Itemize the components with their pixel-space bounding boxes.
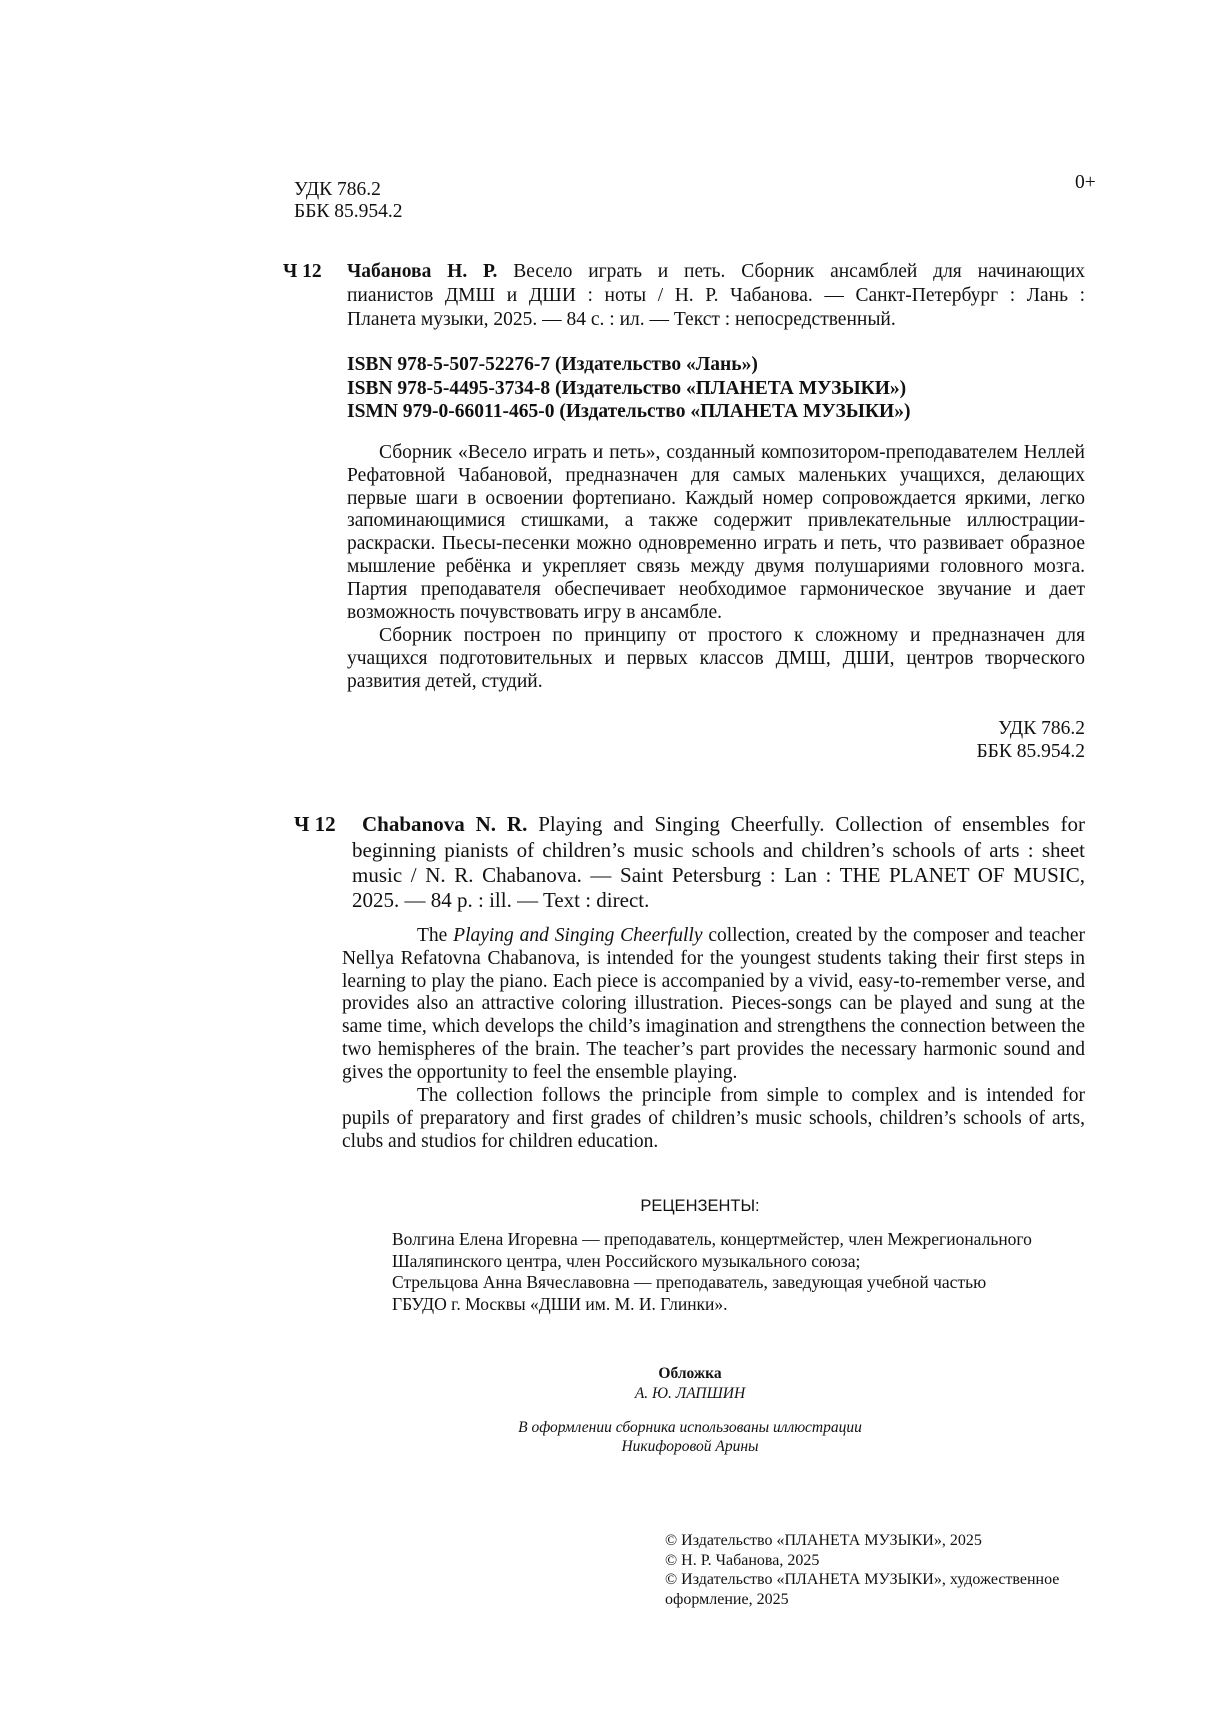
copyright-block bbox=[665, 1531, 1105, 1609]
age-rating: 0+ bbox=[1075, 172, 1096, 193]
copyright-line-3: © Издательство «ПЛАНЕТА МУЗЫКИ», художественное bbox=[665, 1571, 1060, 1588]
en-udk-code: УДК 786.2 bbox=[998, 718, 1085, 739]
en-abstract-lead: The bbox=[417, 925, 454, 946]
reviewers-heading: РЕЦЕНЗЕНТЫ: bbox=[640, 1197, 760, 1215]
ru-abstract-paragraph-1: Сборник «Весело играть и петь», созданный композитором-преподавателем Неллей Рефатовной Чабановой, предназначен для самых маленьких учащихся, делающих первые шаги в освоении фортепиано. Каждый номер сопровождается яркими, легко запоминающимися стишками, а также содержит привлекательные иллюстрации-раскраски. Пьесы-песенки можно одновременно играть и петь, что развивает образное мышление ребёнка и укрепляет связь между двумя полушариями головного мозга. Партия преподавателя обеспечивает необходимое гармоническое звучание и дает возможность почувствовать игру в ансамбле. bbox=[347, 442, 1085, 623]
en-title-line-1 bbox=[362, 812, 1085, 837]
reviewer-2-line-1: Стрельцова Анна Вячеславовна — преподаватель, заведующая учебной частью bbox=[392, 1272, 987, 1292]
ru-author-name: Чабанова Н. Р. bbox=[347, 261, 498, 282]
illustrations-credit-line-1: В оформлении сборника использованы иллюстрации bbox=[518, 1419, 862, 1436]
ru-abstract-paragraph-2: Сборник построен по принципу от простого к сложному и предназначен для учащихся подготовительных и первых классов ДМШ, ДШИ, центров творческого развития детей, студий. bbox=[347, 625, 1085, 692]
en-title-line-3: music / N. R. Chabanova. — Saint Petersburg : Lan : THE PLANET OF MUSIC, bbox=[352, 863, 1085, 887]
en-abstract-paragraph-1 bbox=[342, 925, 1085, 1085]
en-title-text-1: Playing and Singing Cheerfully. Collection of ensembles for bbox=[538, 812, 1085, 836]
ismn-planeta: ISMN 979-0-66011-465-0 (Издательство «ПЛАНЕТА МУЗЫКИ») bbox=[347, 401, 911, 422]
ru-author-code: Ч 12 bbox=[283, 261, 322, 282]
bbk-code: ББК 85.954.2 bbox=[294, 201, 403, 222]
en-author-name: Chabanova N. R. bbox=[362, 812, 528, 836]
isbn-planeta: ISBN 978-5-4495-3734-8 (Издательство «ПЛАНЕТА МУЗЫКИ») bbox=[347, 378, 907, 399]
udk-code: УДК 786.2 bbox=[294, 179, 381, 200]
reviewers-list bbox=[392, 1229, 1092, 1315]
en-abstract-book-title: Playing and Singing Cheerfully bbox=[453, 925, 703, 946]
copyright-line-4: оформление, 2025 bbox=[665, 1590, 789, 1608]
en-bbk-code: ББК 85.954.2 bbox=[976, 741, 1085, 762]
cover-heading: Обложка bbox=[658, 1365, 722, 1382]
reviewer-1-line-2: Шаляпинского центра, член Российского музыкального союза; bbox=[392, 1250, 861, 1271]
reviewer-2-line-2: ГБУДО г. Москвы «ДШИ им. М. И. Глинки». bbox=[392, 1293, 728, 1314]
en-abstract-body: collection, created by the composer and teacher Nellya Refatovna Chabanova, is intended for the youngest students taking their first steps in learning to play the piano. Each piece is accompanied by a vivid, easy-to-remember verse, and provides also an attractive coloring illustration. Pieces-songs can be played and sung at the same time, which develops the child’s imagination and strengthens the connection between the two hemispheres of the brain. The teacher’s part provides the necessary harmonic sound and gives the opportunity to feel the ensemble playing. bbox=[342, 925, 1085, 1083]
ru-title-line-1 bbox=[347, 260, 1085, 284]
copyright-line-1: © Издательство «ПЛАНЕТА МУЗЫКИ», 2025 bbox=[665, 1532, 982, 1549]
cover-designer: А. Ю. ЛАПШИН bbox=[634, 1385, 746, 1402]
ru-title-text-1: Весело играть и петь. Сборник ансамблей для начинающих bbox=[513, 261, 1086, 282]
en-title-line-2: beginning pianists of children’s music schools and children’s schools of arts : sheet bbox=[352, 838, 1085, 862]
ru-title-line-2: пианистов ДМШ и ДШИ : ноты / Н. Р. Чабанова. — Санкт-Петербург : Лань : bbox=[347, 285, 1085, 306]
copyright-line-2: © Н. Р. Чабанова, 2025 bbox=[665, 1551, 820, 1569]
isbn-lan: ISBN 978-5-507-52276-7 (Издательство «Лань») bbox=[347, 354, 758, 375]
en-title-line-4: 2025. — 84 p. : ill. — Text : direct. bbox=[352, 888, 650, 912]
en-abstract-paragraph-2: The collection follows the principle from simple to complex and is intended for pupils of preparatory and first grades of children’s music schools, children’s schools of arts, clubs and studios for children education. bbox=[342, 1085, 1085, 1152]
en-author-code: Ч 12 bbox=[294, 812, 336, 836]
reviewer-1-line-1: Волгина Елена Игоревна — преподаватель, концертмейстер, член Межрегионального bbox=[392, 1229, 1032, 1249]
ru-title-line-3: Планета музыки, 2025. — 84 с. : ил. — Текст : непосредственный. bbox=[347, 309, 896, 330]
illustrations-credit-line-2: Никифоровой Арины bbox=[621, 1438, 759, 1455]
